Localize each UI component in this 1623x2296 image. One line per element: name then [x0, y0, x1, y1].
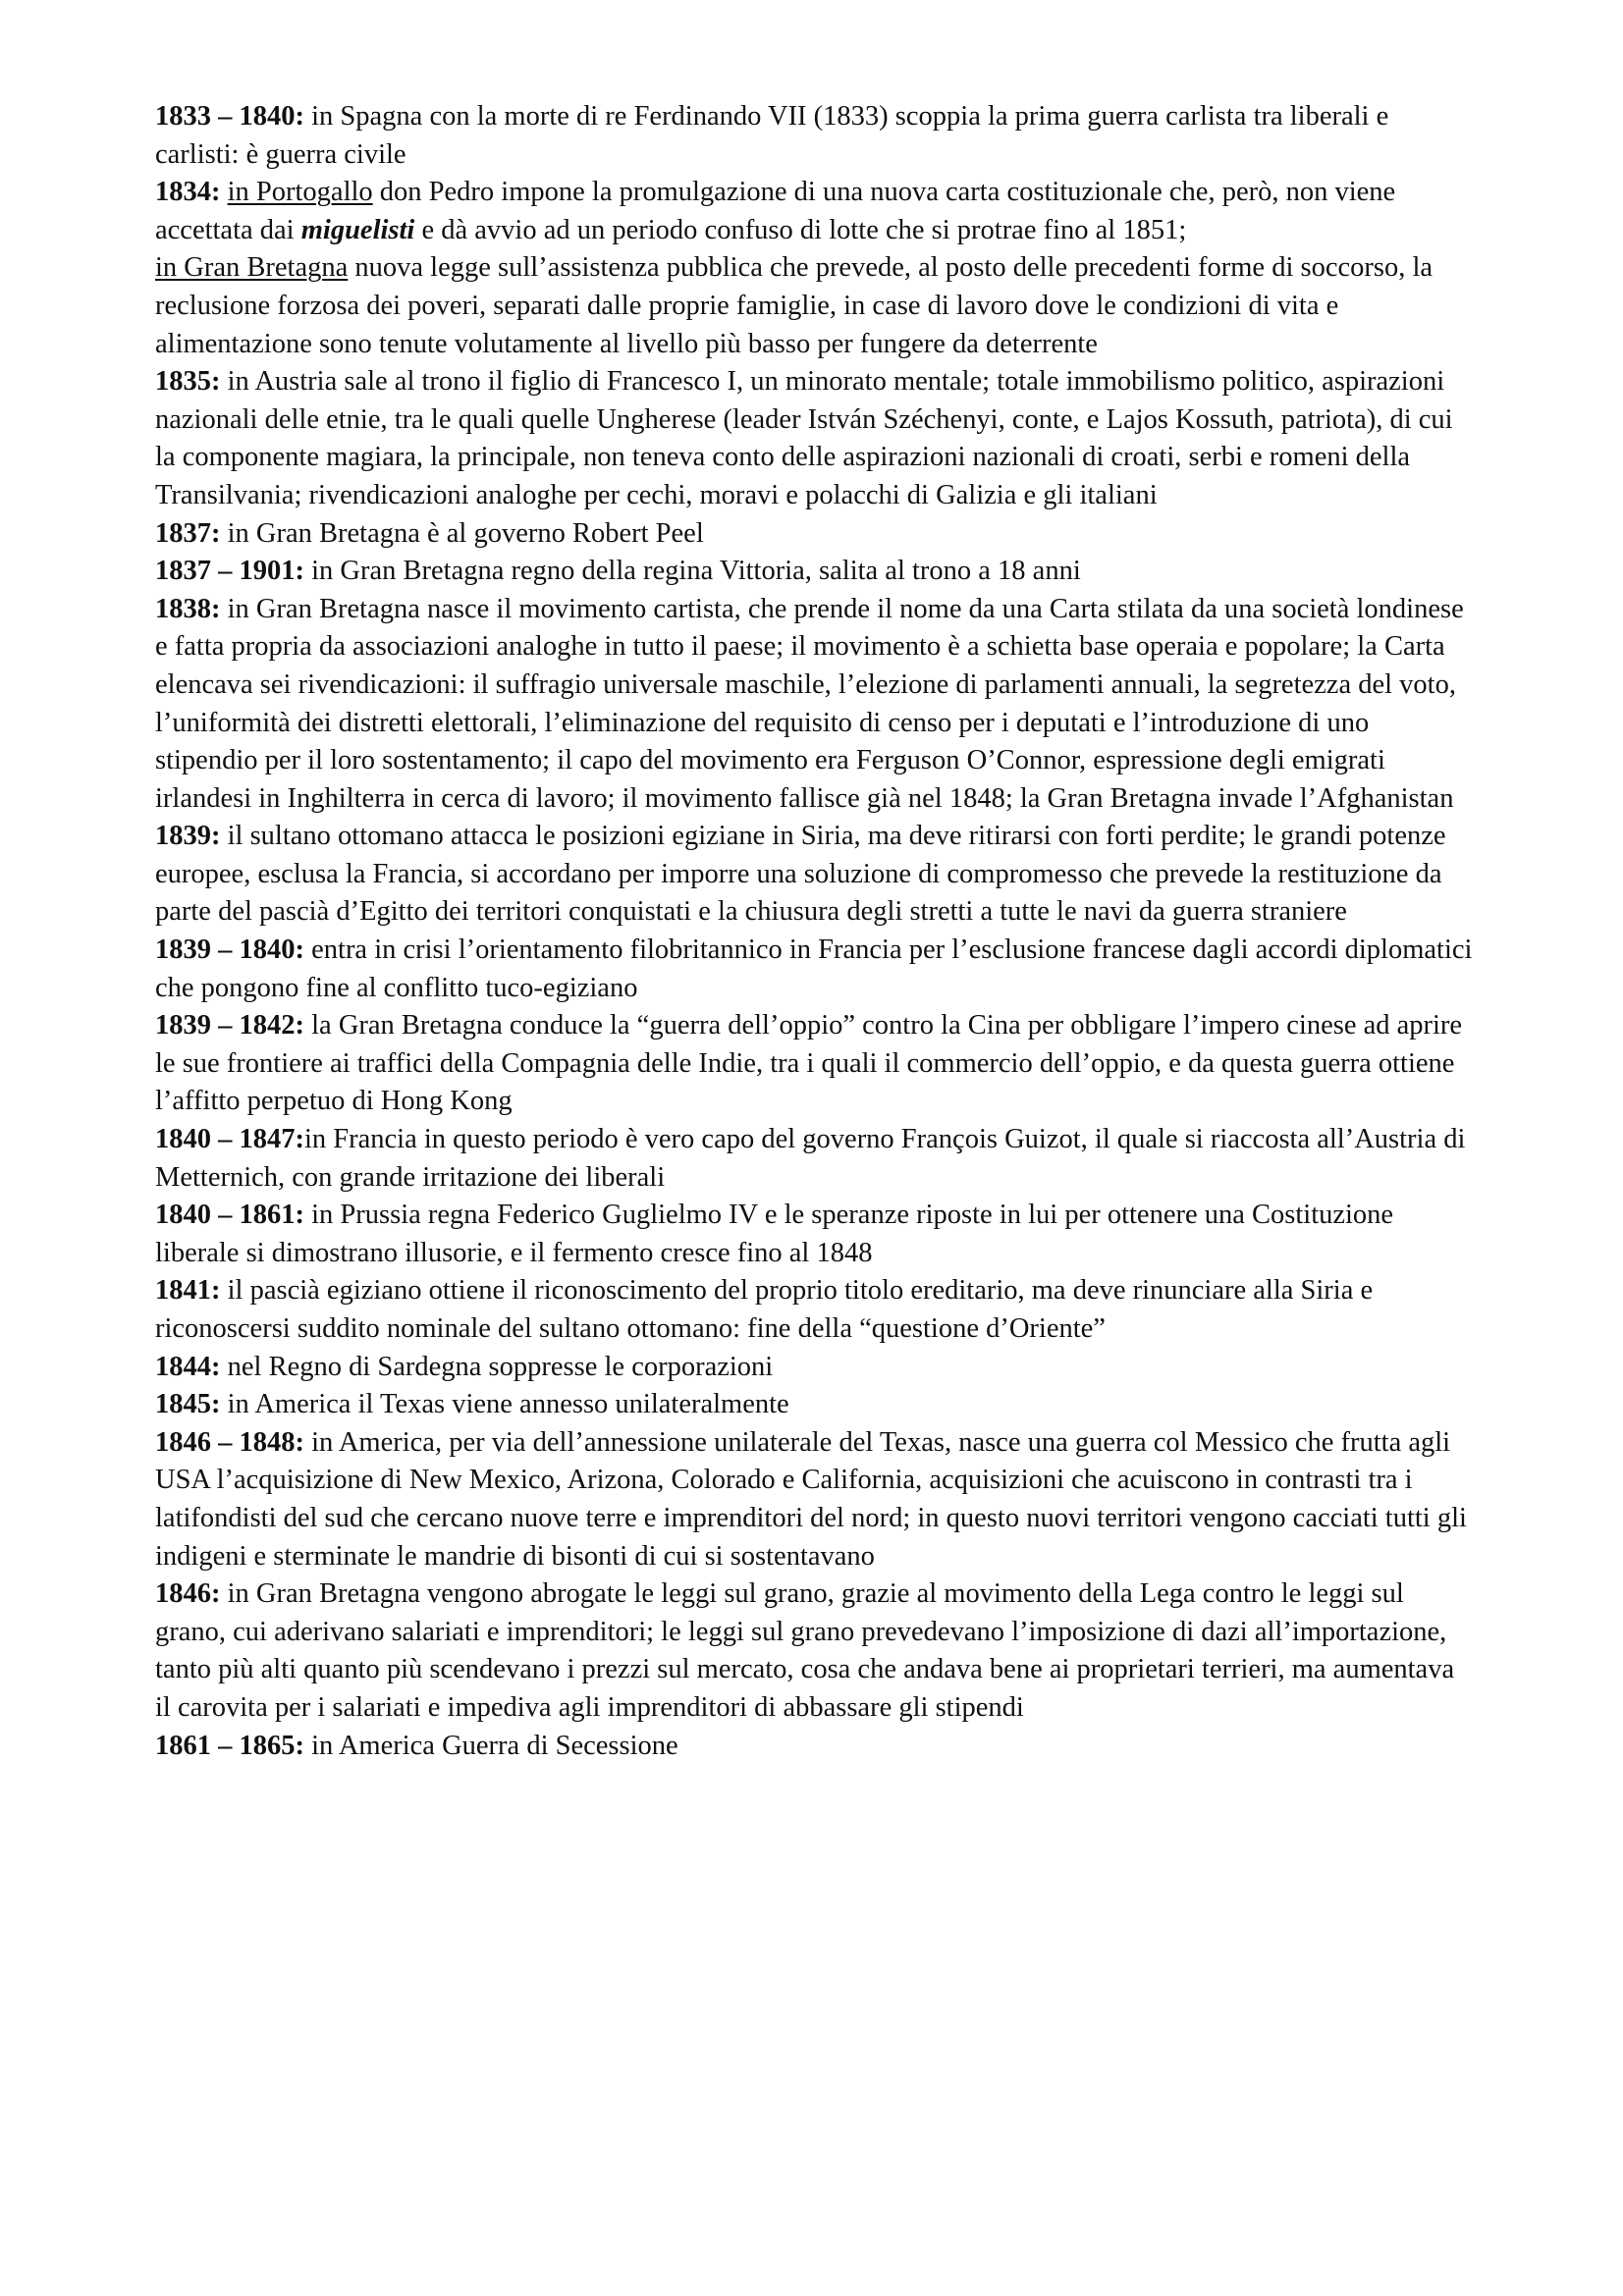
- entry-date: 1833 – 1840:: [155, 101, 304, 132]
- entry-emphasis: miguelisti: [300, 214, 415, 245]
- entry-text: [221, 177, 228, 207]
- timeline-entry: [155, 932, 1476, 1007]
- entry-date: 1835:: [155, 366, 221, 398]
- timeline-entry: [155, 515, 1476, 554]
- entry-text: la Gran Bretagna conduce la “guerra dell’oppio” contro la Cina per obbligare l’impero cinese ad aprire le sue frontiere ai traffici della Compagnia delle Indie, tra i quali il commercio dell’oppio, e da questa guerra ottiene l’affitto perpetuo di Hong Kong: [155, 1010, 1463, 1117]
- entry-text: entra in crisi l’orientamento filobritannico in Francia per l’esclusione francese dagli accordi diplomatici che pongono fine al conflitto tuco-egiziano: [155, 934, 1473, 1003]
- timeline: [155, 98, 1476, 1765]
- entry-date: 1838:: [155, 593, 221, 624]
- timeline-entry: [155, 1272, 1476, 1348]
- entry-text: il sultano ottomano attacca le posizioni egiziane in Siria, ma deve ritirarsi con forti perdite; le grandi potenze europee, esclusa la Francia, si accordano per imporre una soluzione di compromesso che prevede la restituzione da parte del pascià d’Egitto dei territori conquistati e la chiusura degli stretti a tutte le navi da guerra straniere: [155, 821, 1446, 928]
- entry-text: in America, per via dell’annessione unilaterale del Texas, nasce una guerra col Messico che frutta agli USA l’acquisizione di New Mexico, Arizona, Colorado e California, acquisizioni che acuiscono in contrasti tra i latifondisti del sud che cercano nuove terre e imprenditori del nord; in questo nuovi territori vengono cacciati tutti gli indigeni e sterminate le mandrie di bisonti di cui si sostentavano: [155, 1426, 1467, 1572]
- timeline-entry: [155, 1349, 1476, 1387]
- timeline-entry: [155, 553, 1476, 591]
- timeline-entry: [155, 1386, 1476, 1424]
- entry-date: 1844:: [155, 1351, 221, 1382]
- entry-text: in Gran Bretagna nasce il movimento cartista, che prende il nome da una Carta stilata da una società londinese e fatta propria da associazioni analoghe in tutto il paese; il movimento è a schietta base operaia e popolare; la Carta elencava sei rivendicazioni: il suffragio universale maschile, l’elezione di parlamenti annuali, la segretezza del voto, l’uniformità dei distretti elettorali, l’eliminazione del requisito di censo per i deputati e l’introduzione di uno stipendio per il loro sostentamento; il capo del movimento era Ferguson O’Connor, espressione degli emigrati irlandesi in Inghilterra in cerca di lavoro; il movimento fallisce già nel 1848; la Gran Bretagna invade l’Afghanistan: [155, 593, 1464, 814]
- entry-text: in Gran Bretagna è al governo Robert Peel: [220, 517, 704, 549]
- entry-place-underlined: in Portogallo: [227, 177, 373, 208]
- timeline-entry: [155, 1197, 1476, 1272]
- entry-date: 1837 – 1901:: [155, 556, 304, 587]
- entry-text: in Prussia regna Federico Guglielmo IV e le speranze riposte in lui per ottenere una Costituzione liberale si dimostrano illusorie, e il fermento cresce fino al 1848: [155, 1200, 1394, 1268]
- entry-text: in Francia in questo periodo è vero capo del governo François Guizot, il quale si riaccosta all’Austria di Metternich, con grande irritazione dei liberali: [155, 1124, 1466, 1193]
- entry-date: 1846 – 1848:: [155, 1426, 304, 1458]
- entry-date: 1841:: [155, 1275, 221, 1307]
- entry-text: in America il Texas viene annesso unilateralmente: [220, 1389, 789, 1420]
- entry-text: il pascià egiziano ottiene il riconoscimento del proprio titolo ereditario, ma deve rinunciare alla Siria e riconoscersi suddito nominale del sultano ottomano: fine della “questione d’Oriente”: [155, 1275, 1374, 1344]
- entry-date: 1837:: [155, 517, 221, 549]
- entry-text: in Gran Bretagna regno della regina Vittoria, salita al trono a 18 anni: [304, 556, 1081, 587]
- timeline-entry: [155, 174, 1476, 363]
- timeline-entry: [155, 1728, 1476, 1766]
- timeline-entry: [155, 1007, 1476, 1121]
- entry-date: 1845:: [155, 1389, 221, 1420]
- entry-place-underlined: in Gran Bretagna: [155, 252, 349, 284]
- timeline-entry: [155, 1424, 1476, 1575]
- entry-text: in Spagna con la morte di re Ferdinando VII (1833) scoppia la prima guerra carlista tra liberali e carlisti: è guerra civile: [155, 101, 1389, 170]
- timeline-entry: [155, 1575, 1476, 1727]
- entry-date: 1839 – 1842:: [155, 1010, 304, 1041]
- entry-text: don Pedro impone la promulgazione di una nuova carta costituzionale che, però, non viene accettata dai: [155, 177, 1396, 245]
- entry-date: 1834:: [155, 177, 221, 208]
- entry-text: nel Regno di Sardegna soppresse le corporazioni: [220, 1351, 774, 1382]
- entry-date: 1846:: [155, 1578, 221, 1610]
- entry-text: in America Guerra di Secessione: [304, 1730, 678, 1761]
- timeline-entry: [155, 98, 1476, 174]
- timeline-entry: [155, 591, 1476, 819]
- entry-text: nuova legge sull’assistenza pubblica che prevede, al posto delle precedenti forme di soccorso, la reclusione forzosa dei poveri, separati dalle proprie famiglie, in case di lavoro dove le condizioni di vita e alimentazione sono tenute volutamente al livello più basso per fungere da deterrente: [155, 252, 1434, 359]
- entry-date: 1861 – 1865:: [155, 1730, 304, 1761]
- entry-text: e dà avvio ad un periodo confuso di lotte che si protrae fino al 1851;: [414, 214, 1187, 245]
- entry-date: 1839:: [155, 821, 221, 852]
- timeline-entry: [155, 1121, 1476, 1197]
- entry-date: 1840 – 1861:: [155, 1200, 304, 1231]
- entry-date: 1840 – 1847:: [155, 1124, 304, 1155]
- entry-text: in Austria sale al trono il figlio di Francesco I, un minorato mentale; totale immobilismo politico, aspirazioni nazionali delle etnie, tra le quali quelle Ungherese (leader István Széchenyi, conte, e Lajos Kossuth, patriota), di cui la componente magiara, la principale, non teneva conto delle aspirazioni nazionali di croati, serbi e romeni della Transilvania; rivendicazioni analoghe per cechi, moravi e polacchi di Galizia e gli italiani: [155, 366, 1453, 510]
- entry-text: in Gran Bretagna vengono abrogate le leggi sul grano, grazie al movimento della Lega contro le leggi sul grano, cui aderivano salariati e imprenditori; le leggi sul grano prevedevano l’imposizione di dazi all’importazione, tanto più alti quanto più scendevano i prezzi sul mercato, cosa che andava bene ai proprietari terrieri, ma aumentava il carovita per i salariati e impediva agli imprenditori di abbassare gli stipendi: [155, 1578, 1455, 1723]
- timeline-entry: [155, 818, 1476, 932]
- timeline-entry: [155, 363, 1476, 514]
- entry-date: 1839 – 1840:: [155, 934, 304, 966]
